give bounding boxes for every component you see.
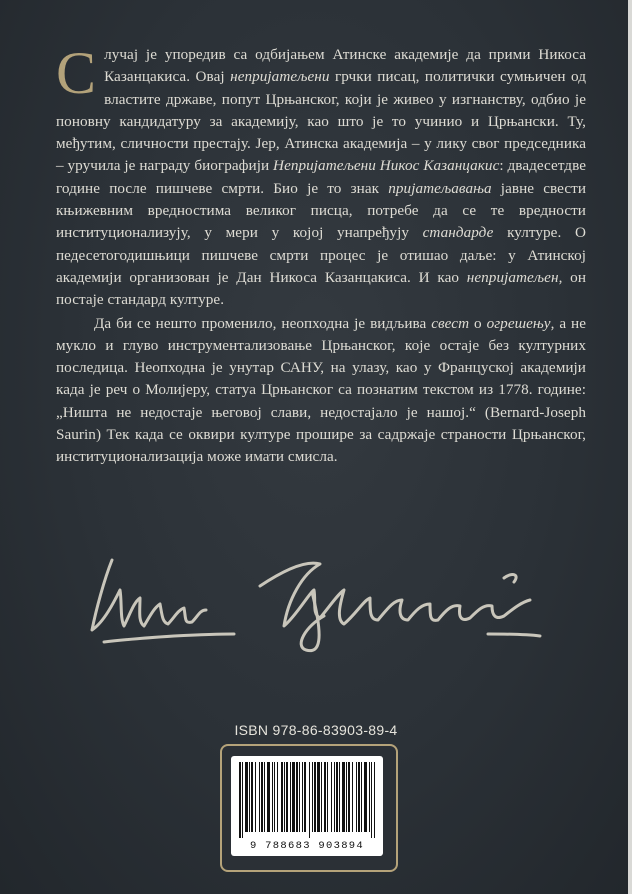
barcode-bar xyxy=(290,762,291,832)
barcode-bar xyxy=(346,762,347,832)
barcode-bar xyxy=(267,762,270,832)
paragraph-1: Случај је упоредив са одбијањем Атинске академије да прими Никоса Казанцакиса. Овај непријатељени грчки писац, политички сумњичен од властите државе, попут Црњанског, који је живео у изгнанству, одбио је поновну кандидатуру за академију, као што је то учинио и Црњански. Ту, међутим, сличности престају. Јер, Атинска академија – у лику свог председника – уручила је награду биографији Непријатељени Никос Казанцакис: двадесетдве године после пишчеве смрти. Био је то знак пријатељавања јавне свести књижевним вредностима великог писца, потребе да се те вредности институционализују, у мери у којој унапређују стандарде културе. О педесетогодишњици пишчеве смрти процес је отишао даље: у Атинској академији организован је Дан Никоса Казанцакиса. И као непријатељен, он постаје стандард културе. xyxy=(56,40,587,309)
barcode-bar xyxy=(299,762,300,832)
barcode-number: 9 788683 903894 xyxy=(249,840,364,852)
drop-cap: С xyxy=(56,40,97,106)
barcode-bar xyxy=(356,762,357,832)
barcode-bar xyxy=(286,762,288,832)
barcode-bar xyxy=(358,762,360,832)
blurb-text xyxy=(56,40,587,469)
barcode-bar xyxy=(374,762,375,838)
barcode-bar xyxy=(277,762,278,832)
barcode-bar xyxy=(321,762,322,832)
barcode-bar xyxy=(309,762,310,838)
barcode-bar xyxy=(259,762,260,832)
barcode-bar xyxy=(324,762,326,832)
barcode-bar xyxy=(361,762,362,832)
barcode-bar xyxy=(284,762,285,832)
isbn-text: ISBN 978-86-83903-89-4 xyxy=(234,722,398,738)
barcode-bar xyxy=(242,762,243,838)
barcode-bar xyxy=(274,762,275,832)
page-edge xyxy=(628,0,632,894)
barcode-bar xyxy=(239,762,241,838)
barcode-bar xyxy=(304,762,306,832)
barcode-bar xyxy=(371,762,372,838)
barcode-bar xyxy=(261,762,263,832)
author-signature xyxy=(74,530,554,660)
barcode-bar xyxy=(334,762,335,832)
barcode-bar xyxy=(314,762,316,832)
barcode-bar xyxy=(281,762,283,832)
paragraph-2: Да би се нешто променило, неопходна је видљива свест о огрешењу, а не мукло и глуво инструментализовање Црњанског, које остаје без културних последица. Неопходна је унутар САНУ, на улазу, као у Француској академији када је реч о Молијеру, статуа Црњанског са познатим текстом из 1778. године: „Ништа не недостаје његовој слави, недостајало је нашој.“ (Bernard-Joseph Saurin) Тек када се оквири културе прошире за садржаје странoсти Црњанског, институционализација може имати смисла. xyxy=(56,314,586,466)
barcode-bar xyxy=(364,762,367,832)
barcode-bar xyxy=(331,762,332,832)
barcode-bar xyxy=(348,762,350,832)
barcode-bar xyxy=(249,762,250,832)
barcode-bar xyxy=(296,762,298,832)
barcode-bar xyxy=(312,762,313,832)
barcode-bar xyxy=(352,762,353,832)
barcode-bar xyxy=(255,762,256,832)
barcode xyxy=(231,756,383,856)
barcode-bar xyxy=(245,762,248,832)
barcode-bar xyxy=(292,762,295,832)
barcode-bar xyxy=(327,762,328,832)
barcode-bar xyxy=(336,762,338,832)
barcode-bar xyxy=(302,762,303,832)
barcode-bar xyxy=(264,762,265,832)
barcode-bar xyxy=(369,762,370,832)
barcode-bars xyxy=(237,762,377,838)
barcode-bar xyxy=(339,762,340,832)
barcode-bar xyxy=(251,762,253,832)
barcode-bar xyxy=(272,762,273,832)
barcode-bar xyxy=(317,762,320,832)
barcode-bar xyxy=(342,762,345,832)
